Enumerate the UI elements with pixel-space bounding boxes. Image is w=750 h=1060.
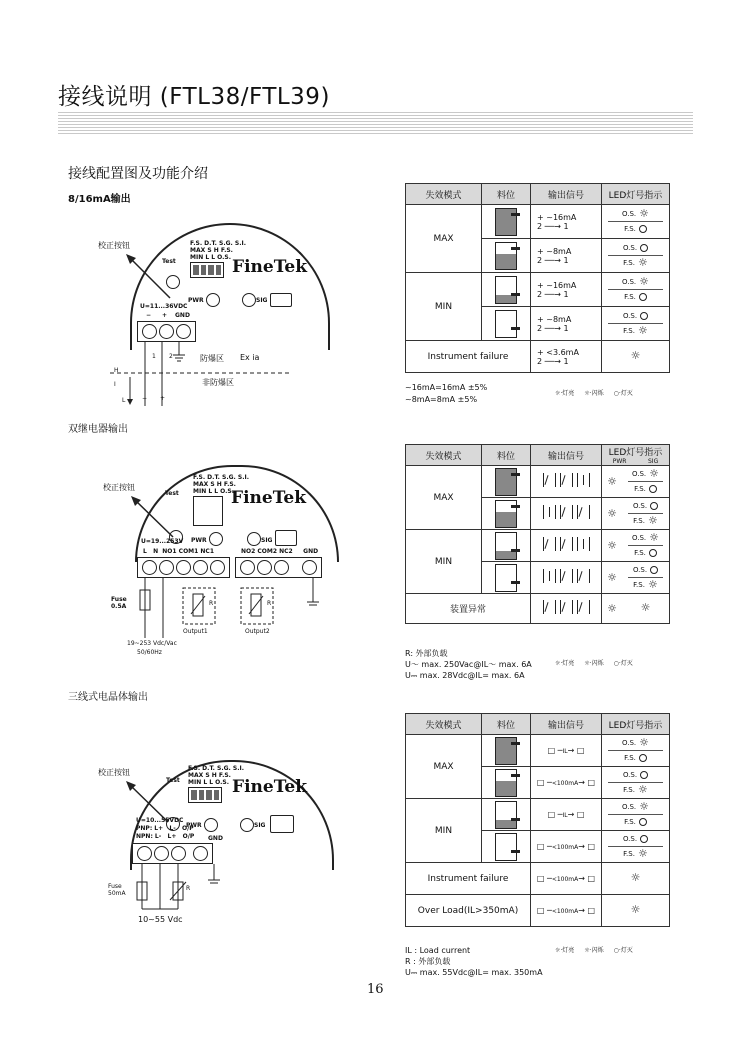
header-led: LED灯号指示 PWR SIG xyxy=(602,445,670,466)
s1-legend: ☼·灯亮 ☼·闪烁 ○·灯灭 xyxy=(555,390,633,397)
dip-header: F.S. D.T. S.G. S.I. xyxy=(193,474,250,481)
freq-label: 50/60Hz xyxy=(137,649,162,656)
tank-empty xyxy=(495,564,517,592)
calib-button-label: 校正按钮 xyxy=(98,241,130,250)
tank-low xyxy=(495,801,517,829)
npn-label: NPN: L- L+ O/P xyxy=(136,833,195,840)
wire-minus: − xyxy=(142,395,148,402)
pwr-led xyxy=(209,532,223,546)
relay-state xyxy=(531,594,602,624)
header-output: 输出信号 xyxy=(531,184,602,205)
mode-min: MIN xyxy=(406,530,482,594)
pwr-led xyxy=(204,818,218,832)
pnp-label: PNP: L+ L- O/P xyxy=(136,825,194,832)
output2-label: Output2 xyxy=(245,628,270,635)
s2-notes: R: 外部负载 U～ max. 250Vac@IL～ max. 6A U⎓ max. 28Vdc@IL= max. 6A xyxy=(405,649,532,680)
terminal-block-1 xyxy=(137,557,230,578)
pwr-label: PWR xyxy=(191,537,207,544)
term-minus: − xyxy=(146,312,152,319)
voltage-label: U=19...253V xyxy=(141,538,184,545)
mode-min: MIN xyxy=(406,273,482,341)
calib-button-label: 校正按钮 xyxy=(103,483,135,492)
sig-led xyxy=(247,532,261,546)
mode-failure: Instrument failure xyxy=(406,863,531,895)
h-label: H xyxy=(114,367,119,374)
i-label: I xyxy=(114,381,116,388)
term-plus: + xyxy=(162,312,168,319)
test-label: Test xyxy=(165,490,179,497)
gnd-label: GND xyxy=(208,835,223,842)
mode-max: MAX xyxy=(406,205,482,273)
calib-button-label: 校正按钮 xyxy=(98,768,130,777)
out-signal: + ~8mA 2 ──→ 1 xyxy=(537,314,572,333)
mode-min: MIN xyxy=(406,799,482,863)
wire-plus: + xyxy=(160,395,166,402)
header-mode: 失效模式 xyxy=(406,184,482,205)
out-signal: □ ─<100mA→ □ xyxy=(531,831,602,863)
non-hazard-label: 非防爆区 xyxy=(202,378,234,387)
tank-full xyxy=(495,208,517,236)
s1-notes: ~16mA=16mA ±5% ~8mA=8mA ±5% xyxy=(405,383,488,404)
s1-table: 失效模式 料位 输出信号 LED灯号指示 MAX + ~16mA 2 ──→ 1 O.S. ☼ F.S. + ~8mA 2 ──→ 1 O.S. F.S. ☼ MIN + ~16mA 2 ──→ 1 O.S. ☼ F.S. + ~8mA 2 ──→ 1 O.S. F.S. ☼ Instrument failure + <3.6mA 2 ──→ 1 ☼ xyxy=(405,183,670,373)
mode-failure: Instrument failure xyxy=(406,341,531,373)
s2-table: 失效模式 料位 输出信号 LED灯号指示 PWR SIG MAX ☼ O.S. ☼ F.S. ☼ O.S. F.S. ☼ MIN ☼ O.S. ☼ F.S. ☼ O.S. F.S. ☼ 装置异常 ☼ ☼ xyxy=(405,444,670,624)
out-signal: + ~16mA 2 ──→ 1 xyxy=(537,212,577,231)
mode-max: MAX xyxy=(406,466,482,530)
header-level: 料位 xyxy=(482,184,531,205)
r1-label: R xyxy=(209,600,214,607)
sig-led xyxy=(240,818,254,832)
test-button[interactable] xyxy=(166,275,180,289)
relay-state xyxy=(531,530,602,562)
header-stripes xyxy=(58,112,693,136)
tank-full xyxy=(495,737,517,765)
out-signal: □ ─<100mA→ □ xyxy=(531,767,602,799)
wiring xyxy=(80,864,370,934)
out-signal: □ ─IL→ □ xyxy=(531,735,602,767)
out-signal: + <3.6mA 2 ──→ 1 xyxy=(537,347,579,366)
relay-state xyxy=(531,498,602,530)
r-label: R xyxy=(186,885,191,892)
tank-empty xyxy=(495,310,517,338)
header-output: 输出信号 xyxy=(531,714,602,735)
out-signal: + ~8mA 2 ──→ 1 xyxy=(537,246,572,265)
header-led: LED灯号指示 xyxy=(602,184,670,205)
r2-label: R xyxy=(267,600,272,607)
pwr-label: PWR xyxy=(188,297,204,304)
failure-led-icon: ☼ xyxy=(630,349,641,362)
s2-legend: ☼·灯亮 ☼·闪烁 ○·灯灭 xyxy=(555,660,633,667)
sig-label: SIG xyxy=(254,822,266,829)
tank-empty xyxy=(495,833,517,861)
fuse-label: Fuse 0.5A xyxy=(111,596,127,610)
out-signal: □ ─<100mA→ □ xyxy=(531,863,602,895)
relay-state xyxy=(531,466,602,498)
dip-switch[interactable] xyxy=(190,262,224,278)
fuse-label: Fuse 50mA xyxy=(108,883,126,897)
dip-header: F.S. D.T. S.G. S.I. xyxy=(188,765,245,772)
s3-table: 失效模式 料位 输出信号 LED灯号指示 MAX □ ─IL→ □ O.S. ☼ F.S. □ ─<100mA→ □ O.S. F.S. ☼ MIN □ ─IL→ □ O.S. ☼ F.S. □ ─<100mA→ □ O.S. F.S. ☼ Instrument failure □ ─<100mA→ □ ☼ Over Load(IL>350mA) □ ─<100mA→ □ ☼ xyxy=(405,713,670,927)
voltage-label: U=10...55VDC xyxy=(136,817,184,824)
terminals-2: NO2 COM2 NC2 GND xyxy=(241,548,319,555)
overload-led-icon: ☼ xyxy=(630,903,641,916)
tank-low xyxy=(495,276,517,304)
s3-legend: ☼·灯亮 ☼·闪烁 ○·灯灭 xyxy=(555,947,633,954)
out-signal: + ~16mA 2 ──→ 1 xyxy=(537,280,577,299)
terminal-block-2 xyxy=(235,557,322,578)
dip-row2: MAX S H F.S. xyxy=(188,772,231,779)
exia-label: Ex ia xyxy=(240,353,260,362)
supply-label: 10~55 Vdc xyxy=(138,915,183,924)
pwr-led xyxy=(206,293,220,307)
s3-diagram xyxy=(80,755,370,935)
dip-row3: MIN L L O.S. xyxy=(190,254,231,261)
dip-row3: MIN L L O.S. xyxy=(188,779,229,786)
header-mode: 失效模式 xyxy=(406,445,482,466)
tank-half xyxy=(495,500,517,528)
failure-led-icon: ☼ xyxy=(630,871,641,884)
section-title: 接线配置图及功能介绍 xyxy=(68,166,208,182)
dip-switch[interactable] xyxy=(188,787,222,803)
dip-switch[interactable] xyxy=(193,496,223,526)
dip-row2: MAX S H F.S. xyxy=(190,247,233,254)
brand-logo: FineTek xyxy=(231,488,306,508)
s3-notes: IL : Load current R : 外部负载 U⎓ max. 55Vdc@IL= max. 350mA xyxy=(405,946,543,977)
terminal-block xyxy=(137,321,196,342)
supply-label: 19~253 Vdc/Vac xyxy=(127,640,177,647)
sig-label: SIG xyxy=(256,297,268,304)
test-label: Test xyxy=(162,258,176,265)
s1-diagram xyxy=(80,215,370,410)
brand-logo: FineTek xyxy=(232,257,307,277)
tank-low xyxy=(495,532,517,560)
mode-max: MAX xyxy=(406,735,482,799)
s2-diagram xyxy=(85,460,375,660)
hazard-label: 防爆区 xyxy=(200,354,224,363)
tank-half xyxy=(495,242,517,270)
header-level: 料位 xyxy=(482,714,531,735)
l-label: L xyxy=(122,397,126,404)
out-signal: □ ─IL→ □ xyxy=(531,799,602,831)
header-output: 输出信号 xyxy=(531,445,602,466)
page-number: 16 xyxy=(367,982,384,997)
out-signal: □ ─<100mA→ □ xyxy=(531,895,602,927)
sig-window xyxy=(270,815,294,833)
term-gnd: GND xyxy=(175,312,190,319)
header-led: LED灯号指示 xyxy=(602,714,670,735)
s1-label: 8/16mA输出 xyxy=(68,194,131,205)
sig-window xyxy=(270,293,292,307)
dip-row2: MAX S H F.S. xyxy=(193,481,236,488)
relay-state xyxy=(531,562,602,594)
pwr-label: PWR xyxy=(186,822,202,829)
header-level: 料位 xyxy=(482,445,531,466)
mode-failure: 装置异常 xyxy=(406,594,531,624)
test-label: Test xyxy=(166,777,180,784)
header-mode: 失效模式 xyxy=(406,714,482,735)
terminal-block xyxy=(132,843,213,864)
voltage-label: U=11...36VDC xyxy=(140,303,188,310)
sig-window xyxy=(275,530,297,546)
s3-label: 三线式电晶体输出 xyxy=(68,692,148,703)
mode-overload: Over Load(IL>350mA) xyxy=(406,895,531,927)
dip-row3: MIN L L O.S. xyxy=(193,488,234,495)
tank-half xyxy=(495,769,517,797)
tank-full xyxy=(495,468,517,496)
dip-header: F.S. D.T. S.G. S.I. xyxy=(190,240,247,247)
brand-logo: FineTek xyxy=(232,777,307,797)
wire-1: 1 xyxy=(152,353,156,360)
wire-2: 2 xyxy=(169,353,173,360)
sig-label: SIG xyxy=(261,537,273,544)
output1-label: Output1 xyxy=(183,628,208,635)
page-title: 接线说明 (FTL38/FTL39) xyxy=(58,84,330,110)
sig-led xyxy=(242,293,256,307)
terminals-1: L N NO1 COM1 NC1 xyxy=(143,548,215,555)
s2-label: 双继电器输出 xyxy=(68,424,128,435)
